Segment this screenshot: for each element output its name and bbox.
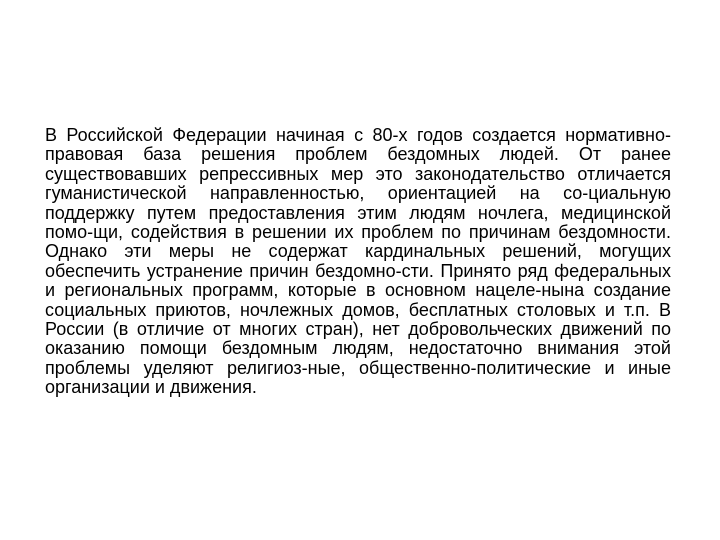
main-paragraph: В Российской Федерации начиная с 80-х годов создается нормативно-правовая база решения проблем бездомных людей. От ранее существовавших репрессивных мер это законодательство отличается гуманистической направленностью, ориентацией на со-циальную поддержку путем предоставления этим людям ночлега, медицинской помо-щи, содействия в решении их проблем по причинам бездомности. Однако эти меры не содержат кардинальных решений, могущих обеспечить устранение причин бездомно-сти. Принято ряд федеральных и региональных программ, которые в основном нацеле-нына создание социальных приютов, ночлежных домов, бесплатных столовых и т.п. В России (в отличие от многих стран), нет добровольческих движений по оказанию помощи бездомным людям, недостаточно внимания этой проблемы уделяют религиоз-ные, общественно-политические и иные организации и движения. [45, 125, 671, 398]
